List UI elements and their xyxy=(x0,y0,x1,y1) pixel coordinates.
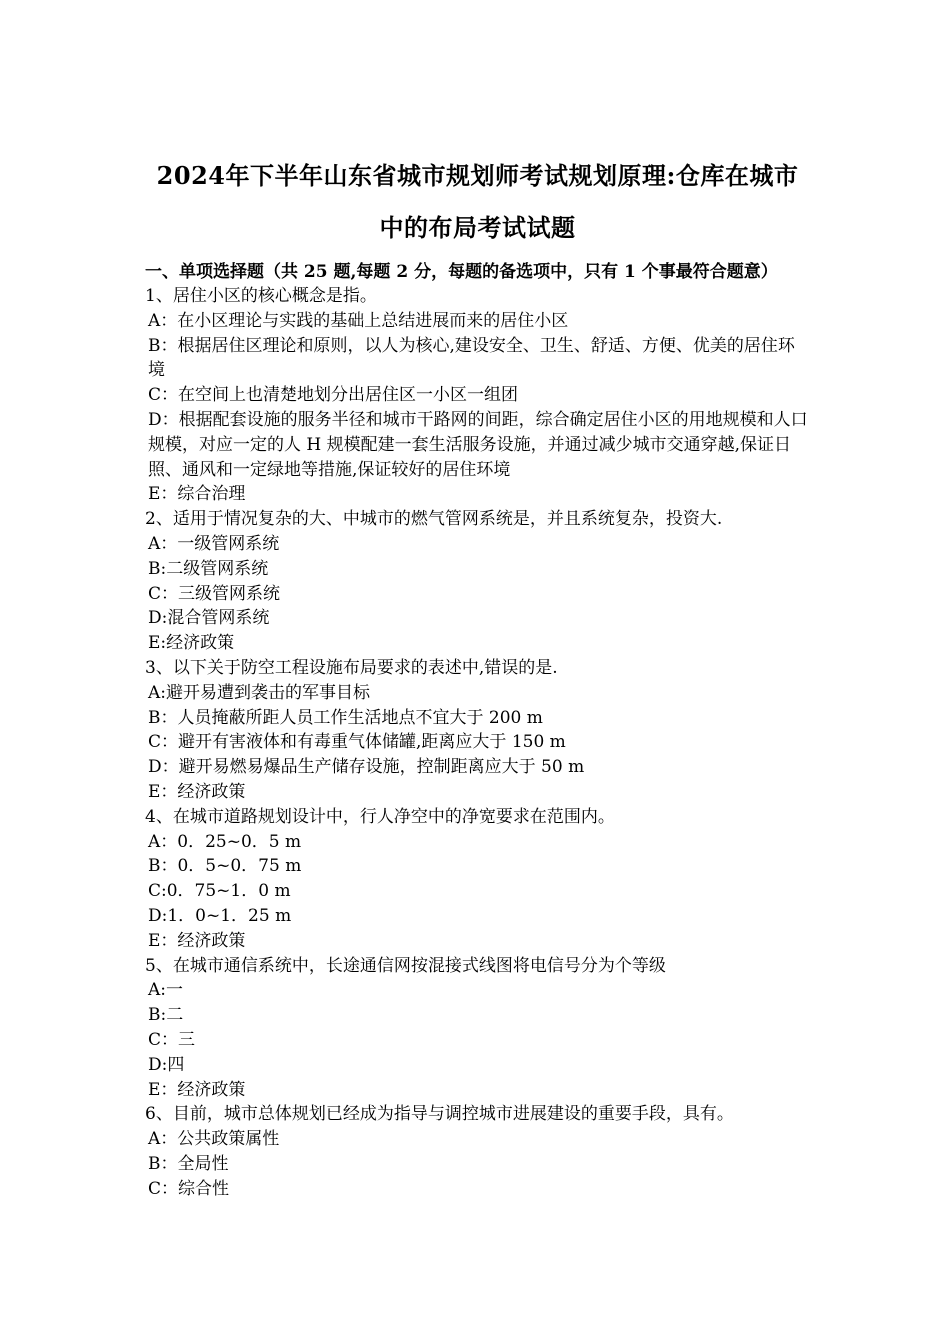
option-a: A：一级管网系统 xyxy=(148,533,280,554)
option-a: A：公共政策属性 xyxy=(148,1129,280,1150)
option-c: C：三级管网系统 xyxy=(148,583,281,604)
question-4 xyxy=(145,805,810,954)
question-stem: 6、目前，城市总体规划已经成为指导与调控城市进展建设的重要手段，具有。 xyxy=(145,1104,734,1125)
option-b: B：0．5~0．75 m xyxy=(148,856,302,877)
option-c: C:0．75~1．0 m xyxy=(148,881,291,902)
question-stem: 5、在城市通信系统中，长途通信网按混接式线图将电信号分为个等级 xyxy=(145,955,666,976)
option-a: A：0．25~0．5 m xyxy=(148,831,302,852)
document-title xyxy=(145,150,810,254)
option-a: A：在小区理论与实践的基础上总结进展而来的居住小区 xyxy=(148,310,569,331)
question-stem: 1、居住小区的核心概念是指。 xyxy=(145,286,377,306)
option-d: D:1．0~1．25 m xyxy=(148,905,292,926)
question-2 xyxy=(145,507,810,656)
question-3 xyxy=(145,656,810,805)
option-e: E：综合治理 xyxy=(148,484,246,505)
option-c: C：在空间上也清楚地划分出居住区一小区一组团 xyxy=(148,385,519,406)
option-d: D：避开易燃易爆品生产储存设施，控制距离应大于 50 m xyxy=(148,757,585,778)
option-e: E：经济政策 xyxy=(148,781,246,802)
option-c: C：三 xyxy=(148,1029,196,1050)
option-d: D:混合管网系统 xyxy=(148,608,270,629)
option-b: B：根据居住区理论和原则，以人为核心,建设安全、卫生、舒适、方便、优美的居住环境 xyxy=(148,335,795,381)
question-6 xyxy=(145,1102,810,1201)
title-line-2: 中的布局考试试题 xyxy=(379,213,576,242)
option-e: E:经济政策 xyxy=(148,633,235,654)
option-d: D：根据配套设施的服务半径和城市干路网的间距，综合确定居住小区的用地规模和人口规模，对应一定的人 H 规模配建一套生活服务设施，并通过减少城市交通穿越,保证日照、通风和一定绿地等措施,保证较好的居住环境 xyxy=(148,409,808,480)
section-heading: 一、单项选择题（共 25 题,每题 2 分，每题的备选项中，只有 1 个事最符合题意） xyxy=(145,262,778,282)
option-e: E：经济政策 xyxy=(148,1079,246,1100)
option-b: B：全局性 xyxy=(148,1153,229,1174)
option-a: A:避开易遭到袭击的军事目标 xyxy=(148,682,371,703)
question-stem: 2、适用于情况复杂的大、中城市的燃气管网系统是，并且系统复杂，投资大. xyxy=(145,509,723,530)
option-b: B:二级管网系统 xyxy=(148,558,269,579)
question-5 xyxy=(145,954,810,1103)
question-stem: 3、以下关于防空工程设施布局要求的表述中,错误的是. xyxy=(145,657,558,678)
option-d: D:四 xyxy=(148,1054,185,1075)
title-line-1: 2024年下半年山东省城市规划师考试规划原理:仓库在城市 xyxy=(156,161,799,190)
option-c: C：综合性 xyxy=(148,1178,230,1199)
option-c: C：避开有害液体和有毒重气体储罐,距离应大于 150 m xyxy=(148,732,566,753)
question-stem: 4、在城市道路规划设计中，行人净空中的净宽要求在范围内。 xyxy=(145,806,615,827)
option-a: A:一 xyxy=(148,980,184,1001)
option-e: E：经济政策 xyxy=(148,930,246,951)
option-b: B:二 xyxy=(148,1005,184,1026)
question-1 xyxy=(145,284,810,507)
option-b: B：人员掩蔽所距人员工作生活地点不宜大于 200 m xyxy=(148,707,543,728)
